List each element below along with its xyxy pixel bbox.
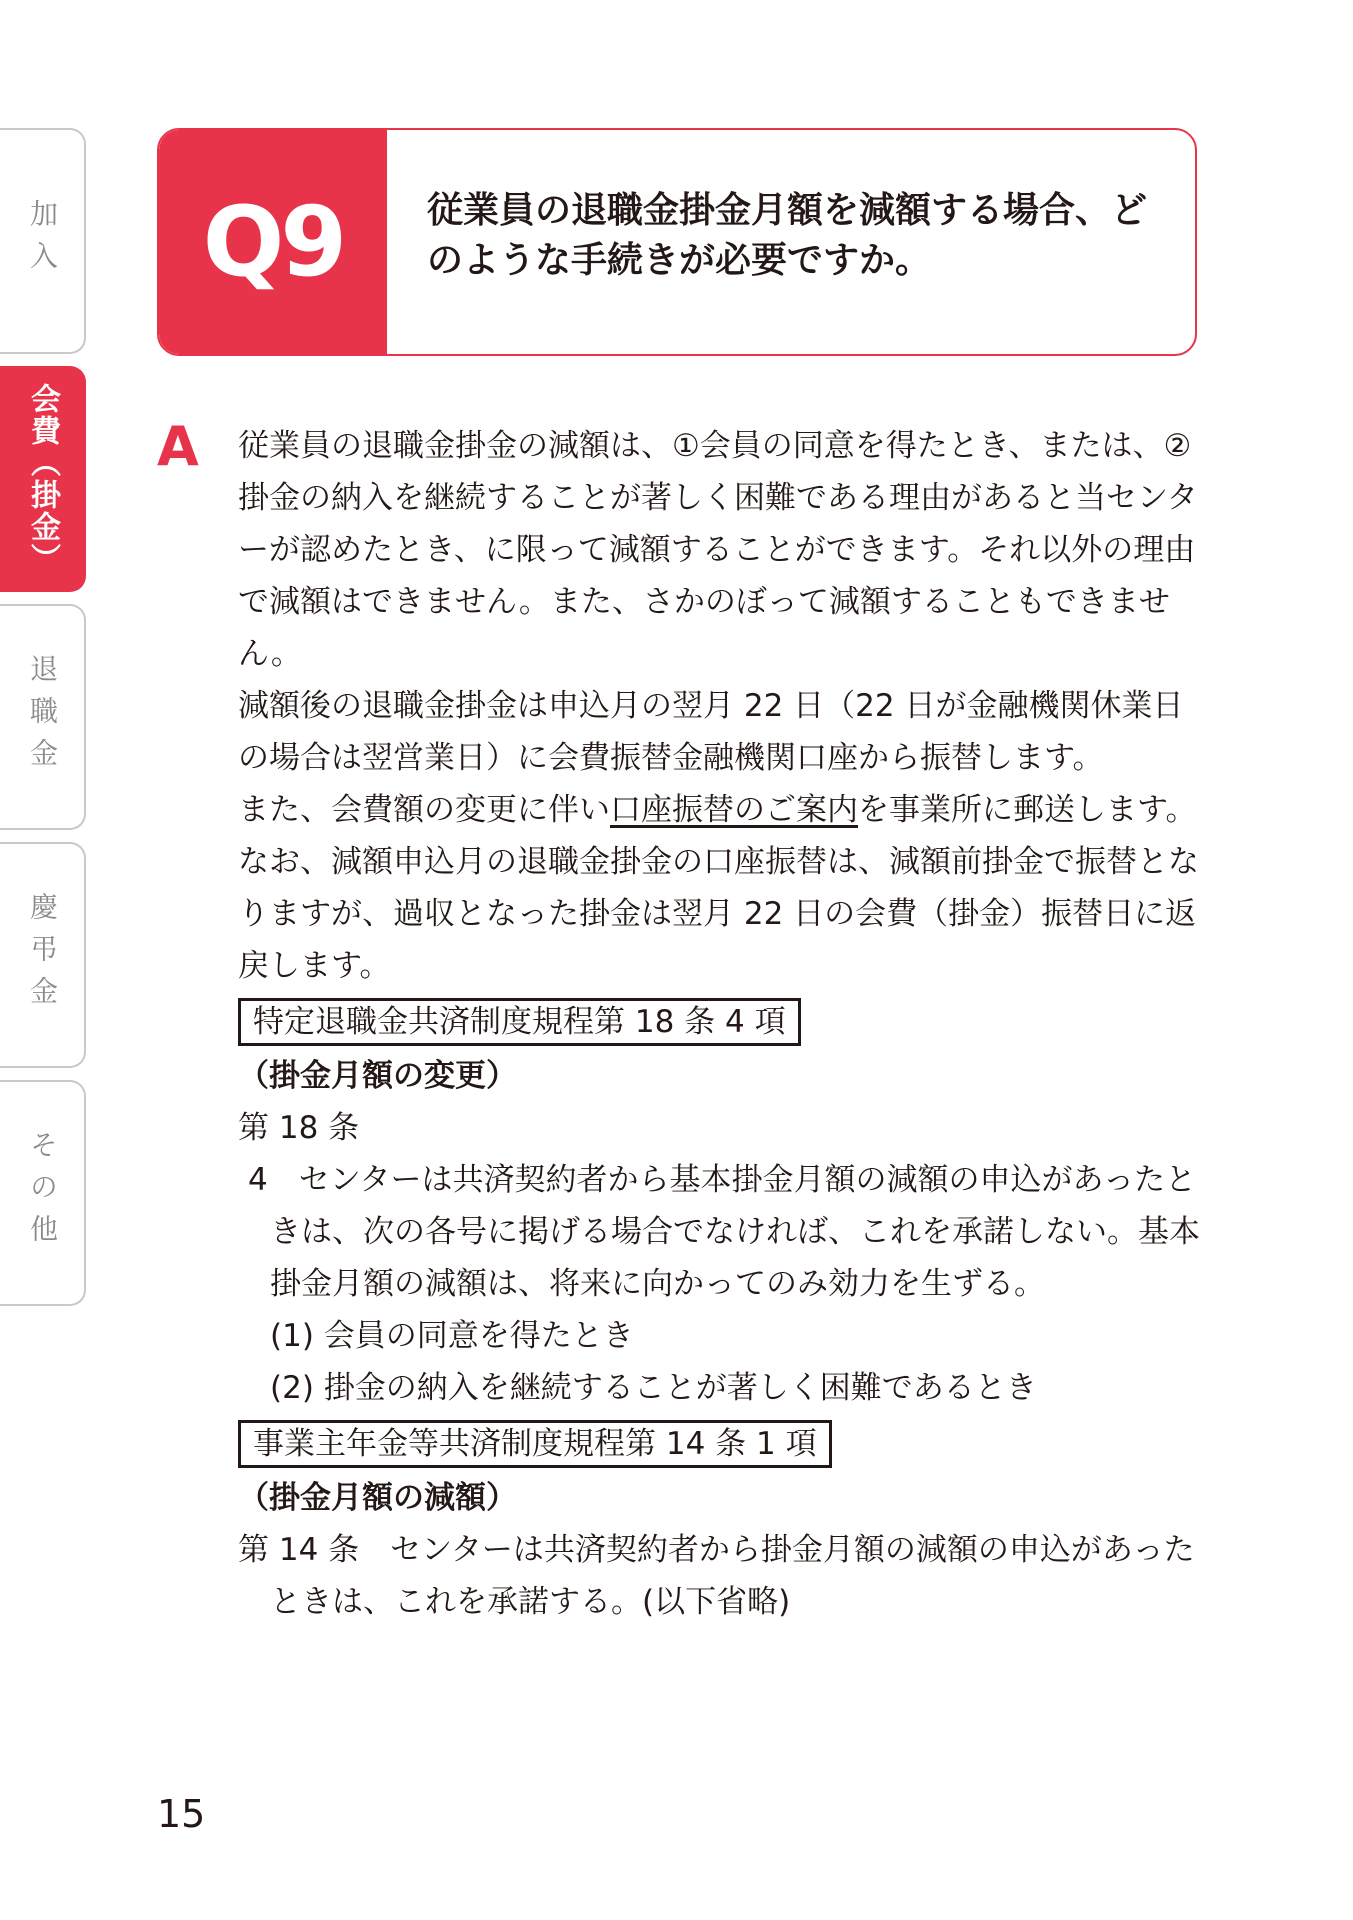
tab-kaihi[interactable] (0, 366, 86, 592)
tab-sonota[interactable] (0, 1080, 86, 1306)
tab-label: 加入 (26, 199, 59, 283)
question-badge (159, 130, 387, 354)
answer-paragraph (238, 784, 1200, 836)
answer-text: を事業所に郵送します。 (858, 792, 1197, 828)
regulation-article: 第 14 条 センターは共済契約者から掛金月額の減額の申込があったときは、これを承諾する。(以下省略) (238, 1532, 1195, 1620)
answer-mark: A (157, 415, 199, 478)
page-number: 15 (157, 1792, 206, 1836)
tab-taishokukin[interactable] (0, 604, 86, 830)
question-text: 従業員の退職金掛金月額を減額する場合、どのような手続きが必要ですか。 (427, 190, 1148, 281)
regulation-sub-item: (1) 会員の同意を得たとき (270, 1318, 634, 1354)
answer-text: また、会費額の変更に伴い (238, 792, 610, 828)
regulation-title: （掛金月額の減額） (238, 1480, 517, 1516)
answer-paragraph: なお、減額申込月の退職金掛金の口座振替は、減額前掛金で振替となりますが、過収となった掛金は翌月 22 日の会費（掛金）振替日に返戻します。 (238, 844, 1199, 984)
regulation-item: 4 センターは共済契約者から基本掛金月額の減額の申込があったときは、次の各号に掲げる場合でなければ、これを承諾しない。基本掛金月額の減額は、将来に向かってのみ効力を生ずる。 (248, 1162, 1200, 1302)
answer-paragraph: 従業員の退職金掛金の減額は、①会員の同意を得たとき、または、②掛金の納入を継続することが著しく困難である理由があると当センターが認めたとき、に限って減額することができます。それ以外の理由で減額はできません。また、さかのぼって減額することもできません。 (238, 428, 1198, 672)
question-box (157, 128, 1197, 356)
account-transfer-guide-link: 口座振替のご案内 (610, 792, 858, 828)
answer-body (238, 420, 1200, 1628)
tab-kanyu[interactable] (0, 128, 86, 354)
tab-label: 会費（掛金） (25, 383, 60, 575)
regulation-reference-box: 事業主年金等共済制度規程第 14 条 1 項 (238, 1420, 832, 1468)
tab-label: 退職金 (26, 654, 59, 780)
tab-keichokin[interactable] (0, 842, 86, 1068)
tab-label: 慶弔金 (26, 892, 59, 1018)
regulation-article: 第 18 条 (238, 1110, 360, 1146)
regulation-title: （掛金月額の変更） (238, 1058, 517, 1094)
answer-paragraph: 減額後の退職金掛金は申込月の翌月 22 日（22 日が金融機関休業日の場合は翌営業日）に会費振替金融機関口座から振替します。 (238, 688, 1184, 776)
tab-label: その他 (26, 1130, 59, 1256)
regulation-sub-item: (2) 掛金の納入を継続することが著しく困難であるとき (270, 1370, 1037, 1406)
question-number: Q9 (202, 186, 344, 298)
regulation-reference-box: 特定退職金共済制度規程第 18 条 4 項 (238, 998, 801, 1046)
